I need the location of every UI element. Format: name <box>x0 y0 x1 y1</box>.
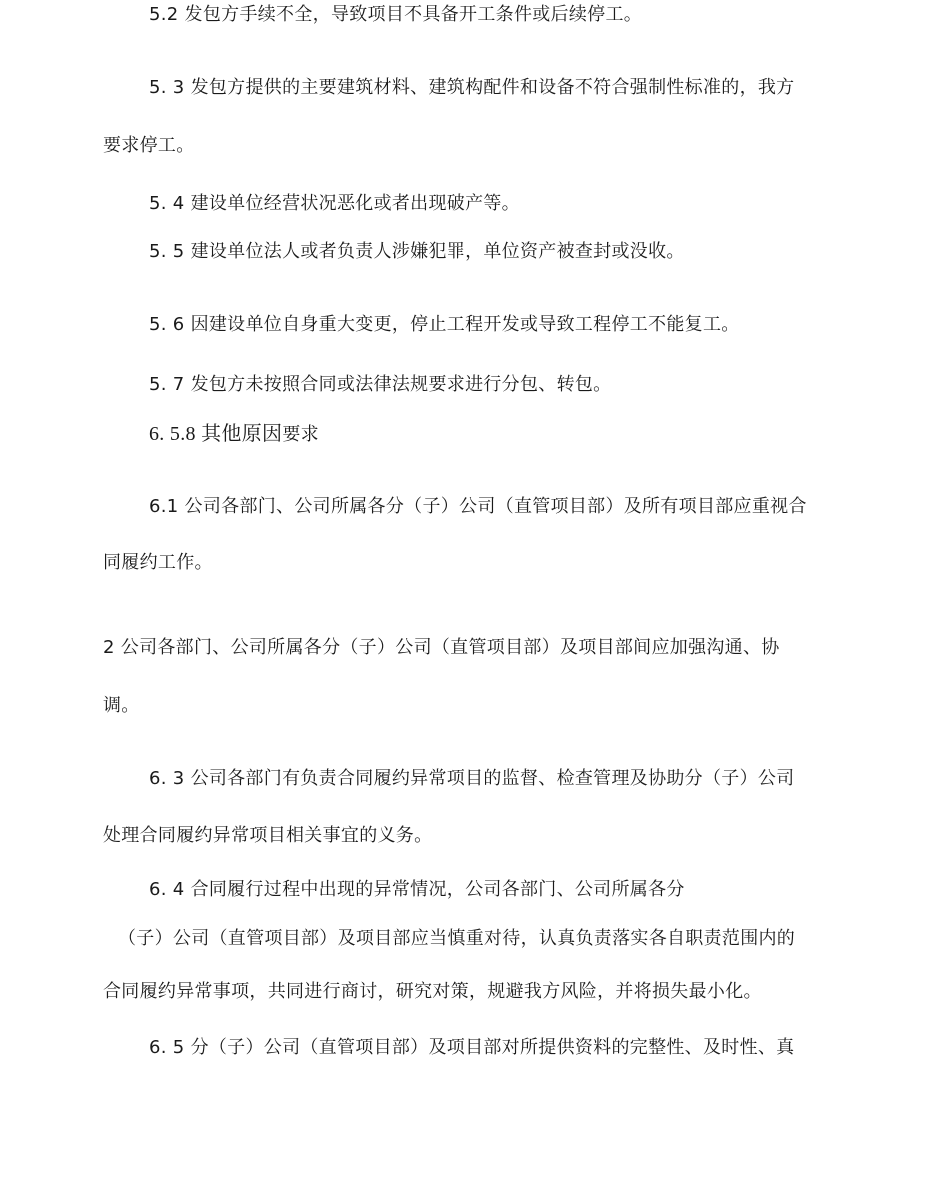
paragraph-6-3: 6. 3 公司各部门有负责合同履约异常项目的监督、检查管理及协助分（子）公司 <box>149 768 795 789</box>
paragraph-6-1-cont: 同履约工作。 <box>103 552 213 573</box>
paragraph-6-2-cont: 调。 <box>103 695 140 716</box>
paragraph-6-4: 6. 4 合同履行过程中出现的异常情况，公司各部门、公司所属各分 <box>149 879 685 900</box>
paragraph-6-2: 2 公司各部门、公司所属各分（子）公司（直管项目部）及项目部间应加强沟通、协 <box>103 637 780 658</box>
paragraph-6-3-cont: 处理合同履约异常项目相关事宜的义务。 <box>103 825 433 846</box>
paragraph-6-4-cont2: 合同履约异常事项，共同进行商讨，研究对策，规避我方风险，并将损失最小化。 <box>103 981 762 1002</box>
paragraph-6-1: 6.1 公司各部门、公司所属各分（子）公司（直管项目部）及所有项目部应重视合 <box>149 496 807 517</box>
heading-6-number: 6. 5.8 其他原因 <box>149 423 283 445</box>
paragraph-6-5: 6. 5 分（子）公司（直管项目部）及项目部对所提供资料的完整性、及时性、真 <box>149 1037 795 1058</box>
heading-6 <box>149 422 319 447</box>
paragraph-5-4: 5. 4 建设单位经营状况恶化或者出现破产等。 <box>149 193 520 214</box>
paragraph-5-3: 5. 3 发包方提供的主要建筑材料、建筑构配件和设备不符合强制性标准的，我方 <box>149 77 795 98</box>
paragraph-5-7: 5. 7 发包方未按照合同或法律法规要求进行分包、转包。 <box>149 374 612 395</box>
paragraph-5-5: 5. 5 建设单位法人或者负责人涉嫌犯罪，单位资产被查封或没收。 <box>149 241 685 262</box>
paragraph-5-6: 5. 6 因建设单位自身重大变更，停止工程开发或导致工程停工不能复工。 <box>149 314 740 335</box>
paragraph-5-2: 5.2 发包方手续不全，导致项目不具备开工条件或后续停工。 <box>149 4 643 25</box>
paragraph-5-3-cont: 要求停工。 <box>103 135 195 156</box>
heading-6-title: 要求 <box>282 424 319 445</box>
paragraph-6-4-cont1: （子）公司（直管项目部）及项目部应当慎重对待，认真负责落实各自职责范围内的 <box>118 928 796 949</box>
